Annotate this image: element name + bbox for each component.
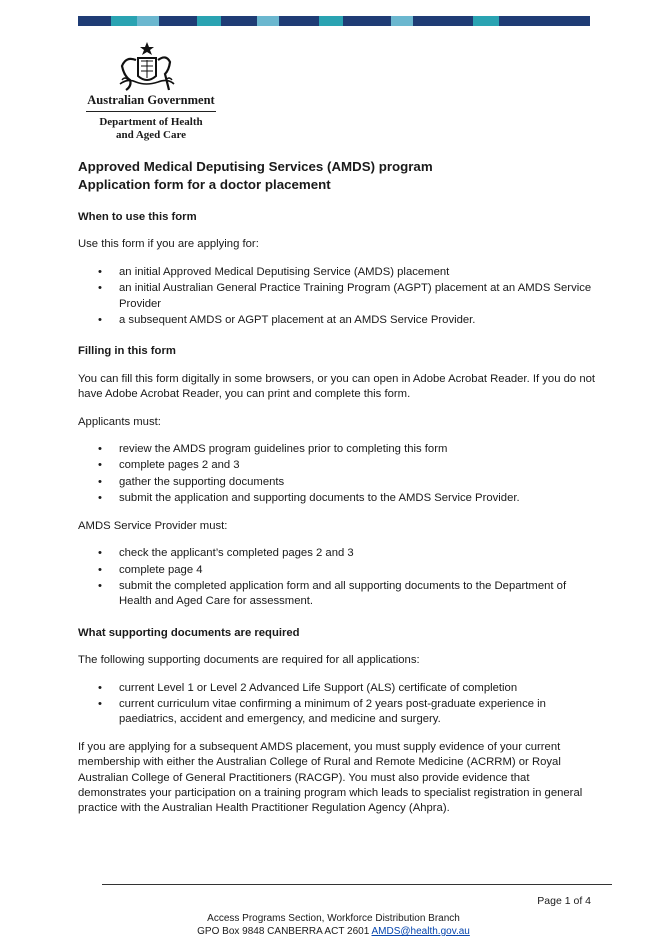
provider-label: AMDS Service Provider must: [78,519,228,532]
department-line-1: Department of Health [99,116,203,128]
color-bar-segment [343,16,391,26]
when-intro: Use this form if you are applying for: [78,238,259,251]
color-bar-segment [319,16,343,26]
coat-of-arms-icon [112,40,182,92]
color-bar-segment [159,16,197,26]
page-number: Page 1 of 4 [537,895,591,907]
list-item: • submit the completed application form and all supporting documents to the Department of Health and Aged Care for assessment. [78,579,598,610]
email-link[interactable]: AMDS@health.gov.au [371,926,470,937]
footer [0,912,667,938]
document-title-line-2: Application form for a doctor placement [78,177,331,192]
list-item: • gather the supporting documents [78,475,598,490]
list-item: • complete pages 2 and 3 [78,458,598,473]
subsequent-placement-text: If you are applying for a subsequent AMDS placement, you must supply evidence of your current membership with either the Australian College of Rural and Remote Medicine (ACRRM) or Royal Australian College of General Practitioners (RACGP). You must also provide evidence that demonstrates your participation on a training program which leads to specialist registration in general practice with the Australian Health Practitioner Regulation Agency (Ahpra). [78,740,583,815]
color-bar-segment [279,16,319,26]
color-bar-segment [413,16,473,26]
color-bar-segment [137,16,159,26]
list-item: • submit the application and supporting documents to the AMDS Service Provider. [78,491,598,506]
list-item: • an initial Approved Medical Deputising Service (AMDS) placement [78,265,598,280]
document-body [78,158,598,817]
list-item: • check the applicant’s completed pages 2 and 3 [78,546,598,561]
footer-section: Access Programs Section, Workforce Distribution Branch [207,913,460,924]
document-title-line-1: Approved Medical Deputising Services (AMDS) program [78,159,433,174]
supporting-intro: The following supporting documents are required for all applications: [78,654,420,667]
list-item: • complete page 4 [78,563,598,578]
list-item: • current Level 1 or Level 2 Advanced Life Support (ALS) certificate of completion [78,681,598,696]
color-bar-segment [78,16,111,26]
applicants-list [78,442,598,507]
provider-list [78,546,598,610]
department-line-2: and Aged Care [115,129,187,141]
footer-address-line [0,925,667,938]
supporting-list [78,681,598,728]
color-bar-segment [257,16,279,26]
list-item: • current curriculum vitae confirming a minimum of 2 years post-graduate experience in paediatrics, accident and emergency, and medicine and surgery. [78,697,598,728]
when-list [78,265,598,329]
list-item: • a subsequent AMDS or AGPT placement at an AMDS Service Provider. [78,313,598,328]
footer-divider [102,884,612,885]
footer-address: GPO Box 9848 CANBERRA ACT 2601 [197,926,370,937]
color-bar-segment [221,16,257,26]
color-bar-segment [197,16,221,26]
color-bar-segment [391,16,413,26]
government-logo [86,93,216,142]
color-bar-segment [473,16,499,26]
section-heading-when: When to use this form [78,211,197,223]
header-color-bar [78,16,590,26]
section-heading-filling: Filling in this form [78,345,176,358]
color-bar-segment [499,16,590,26]
list-item: • review the AMDS program guidelines prior to completing this form [78,442,598,457]
filling-intro: You can fill this form digitally in some browsers, or you can open in Adobe Acrobat Reader. If you do not have Adobe Acrobat Reader, you can print and complete this form. [78,372,596,401]
color-bar-segment [111,16,137,26]
applicants-label: Applicants must: [78,415,161,428]
list-item: • an initial Australian General Practice Training Program (AGPT) placement at an AMDS Service Provider [78,281,598,312]
government-name: Australian Government [86,93,216,112]
section-heading-supporting: What supporting documents are required [78,626,300,639]
